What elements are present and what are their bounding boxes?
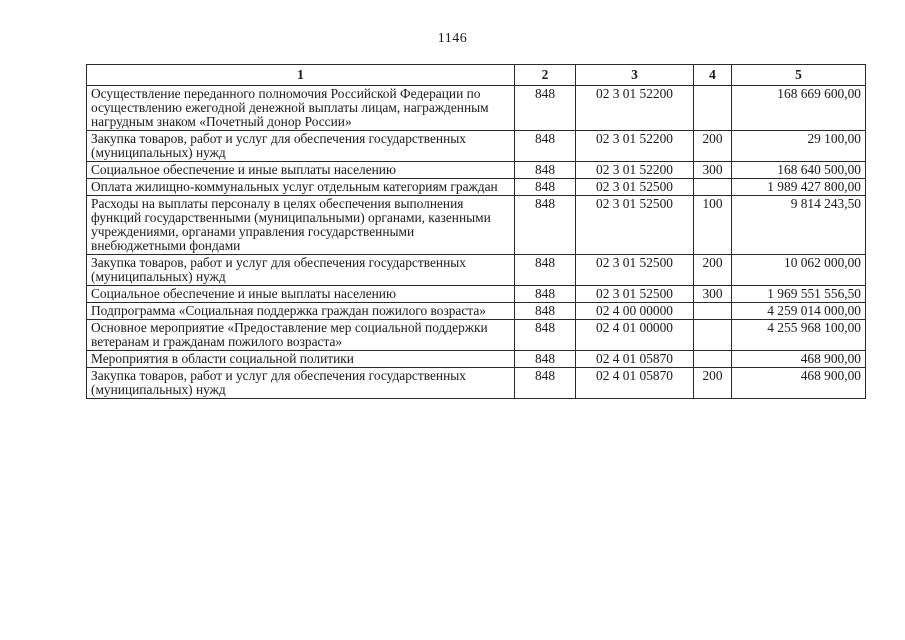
row-type: 200 [694, 255, 732, 286]
table-row [87, 162, 866, 179]
row-name: Закупка товаров, работ и услуг для обеспечения государственных (муниципальных) нужд [87, 255, 515, 286]
row-csr: 02 3 01 52200 [576, 86, 694, 131]
row-type: 100 [694, 196, 732, 255]
row-csr: 02 3 01 52500 [576, 255, 694, 286]
row-type: 300 [694, 162, 732, 179]
row-csr: 02 3 01 52500 [576, 286, 694, 303]
row-type: 200 [694, 131, 732, 162]
table-row [87, 351, 866, 368]
row-name: Расходы на выплаты персоналу в целях обеспечения выполнения функций государственными (муниципальными) органами, казенными учреждениями, органами управления государственными внебюджетными фондами [87, 196, 515, 255]
row-code: 848 [515, 286, 576, 303]
column-header-csr: 3 [576, 65, 694, 86]
page-number: 1146 [437, 31, 468, 46]
row-name: Основное мероприятие «Предоставление мер социальной поддержки ветеранам и гражданам пожилого возраста» [87, 320, 515, 351]
budget-table [86, 64, 866, 399]
row-type: 200 [694, 368, 732, 399]
table-header-row [87, 65, 866, 86]
row-code: 848 [515, 179, 576, 196]
row-sum: 468 900,00 [732, 368, 866, 399]
row-type [694, 303, 732, 320]
row-name: Социальное обеспечение и иные выплаты населению [87, 286, 515, 303]
row-csr: 02 3 01 52500 [576, 179, 694, 196]
row-name: Мероприятия в области социальной политики [87, 351, 515, 368]
row-csr: 02 4 00 00000 [576, 303, 694, 320]
row-sum: 168 640 500,00 [732, 162, 866, 179]
column-header-sum: 5 [732, 65, 866, 86]
row-code: 848 [515, 131, 576, 162]
column-header-name: 1 [87, 65, 515, 86]
row-csr: 02 4 01 05870 [576, 351, 694, 368]
row-sum: 9 814 243,50 [732, 196, 866, 255]
row-csr: 02 4 01 00000 [576, 320, 694, 351]
table-row [87, 131, 866, 162]
row-sum: 4 259 014 000,00 [732, 303, 866, 320]
row-code: 848 [515, 196, 576, 255]
row-type: 300 [694, 286, 732, 303]
row-sum: 29 100,00 [732, 131, 866, 162]
row-sum: 10 062 000,00 [732, 255, 866, 286]
row-code: 848 [515, 303, 576, 320]
row-name: Осуществление переданного полномочия Российской Федерации по осуществлению ежегодной денежной выплаты лицам, награжденным нагрудным знаком «Почетный донор России» [87, 86, 515, 131]
table-row [87, 196, 866, 255]
row-code: 848 [515, 86, 576, 131]
row-name: Оплата жилищно-коммунальных услуг отдельным категориям граждан [87, 179, 515, 196]
row-type [694, 179, 732, 196]
row-type [694, 320, 732, 351]
row-code: 848 [515, 162, 576, 179]
table-row [87, 320, 866, 351]
row-type [694, 351, 732, 368]
table-row [87, 303, 866, 320]
row-sum: 468 900,00 [732, 351, 866, 368]
row-name: Подпрограмма «Социальная поддержка граждан пожилого возраста» [87, 303, 515, 320]
table-row [87, 286, 866, 303]
table-row [87, 179, 866, 196]
table-row [87, 255, 866, 286]
row-sum: 1 989 427 800,00 [732, 179, 866, 196]
column-header-code: 2 [515, 65, 576, 86]
table-row [87, 86, 866, 131]
row-code: 848 [515, 255, 576, 286]
row-sum: 168 669 600,00 [732, 86, 866, 131]
row-code: 848 [515, 351, 576, 368]
row-sum: 1 969 551 556,50 [732, 286, 866, 303]
row-name: Социальное обеспечение и иные выплаты населению [87, 162, 515, 179]
row-code: 848 [515, 320, 576, 351]
row-csr: 02 4 01 05870 [576, 368, 694, 399]
row-name: Закупка товаров, работ и услуг для обеспечения государственных (муниципальных) нужд [87, 368, 515, 399]
table-row [87, 368, 866, 399]
column-header-type: 4 [694, 65, 732, 86]
row-sum: 4 255 968 100,00 [732, 320, 866, 351]
row-csr: 02 3 01 52500 [576, 196, 694, 255]
row-csr: 02 3 01 52200 [576, 162, 694, 179]
row-name: Закупка товаров, работ и услуг для обеспечения государственных (муниципальных) нужд [87, 131, 515, 162]
row-csr: 02 3 01 52200 [576, 131, 694, 162]
row-code: 848 [515, 368, 576, 399]
row-type [694, 86, 732, 131]
